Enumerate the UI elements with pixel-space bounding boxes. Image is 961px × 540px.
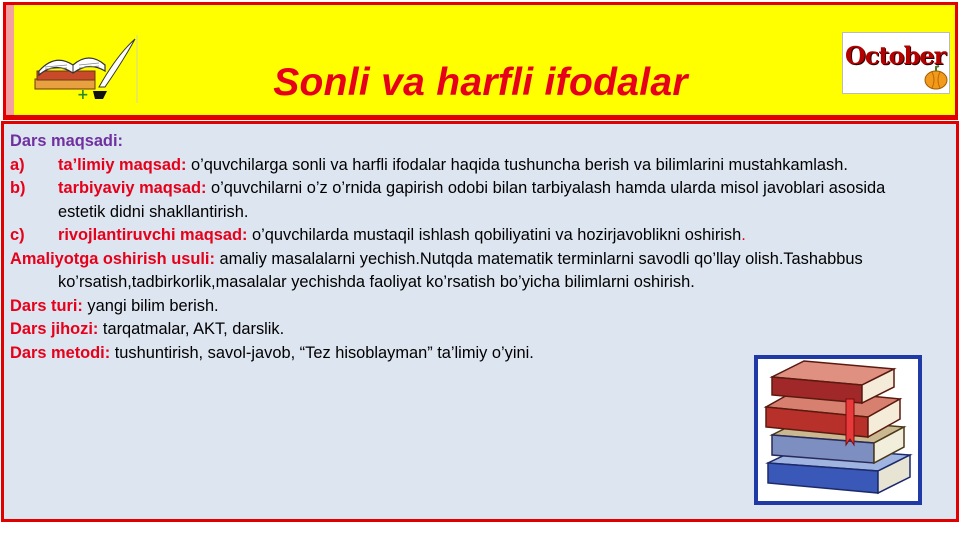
lesson-method-label: Dars metodi: <box>10 343 111 362</box>
month-label: October <box>845 41 946 70</box>
method-apply <box>10 248 930 295</box>
goal-item-b <box>10 177 930 224</box>
book-stack-icon <box>758 359 918 501</box>
goal-marker: b) <box>10 179 26 197</box>
goal-text: o’quvchilarga sonli va harfli ifodalar haqida tushuncha berish va bilimlarini mustahkamlash. <box>186 155 848 174</box>
goals-heading: Dars maqsadi: <box>10 132 123 150</box>
goal-marker: a) <box>10 155 25 174</box>
goal-item-a <box>10 154 930 178</box>
goal-label: rivojlantiruvchi maqsad: <box>58 226 248 244</box>
lesson-type-text: yangi bilim berish. <box>82 296 219 315</box>
october-logo <box>842 32 950 94</box>
header-banner <box>3 2 958 120</box>
lesson-equipment-text: tarqatmalar, AKT, darslik. <box>98 320 285 338</box>
goal-label: ta’limiy maqsad: <box>58 155 187 174</box>
page-title: Sonli va harfli ifodalar <box>273 61 688 104</box>
lesson-equipment <box>10 318 930 342</box>
lesson-type <box>10 295 930 319</box>
books-image-frame <box>754 355 922 505</box>
goal-text: o’quvchilarda mustaqil ishlash qobiliyatini va hozirjavoblikni oshirish <box>247 226 742 244</box>
goal-marker: c) <box>10 226 25 244</box>
method-apply-text: amaliy masalalarni yechish.Nutqda matematik terminlarni savodli qo’llay olish.Tashabbus ko’rsatish,tadbirkorlik,masalalar yechishda faoliyat ko’rsatish bo’yicha bilimlarni oshirish. <box>58 249 863 291</box>
goal-label: tarbiyaviy maqsad: <box>58 179 207 197</box>
svg-text:+: + <box>77 87 89 103</box>
lesson-equipment-label: Dars jihozi: <box>10 320 99 338</box>
goal-tail: . <box>741 226 746 244</box>
lesson-type-label: Dars turi: <box>10 296 83 315</box>
lesson-method-text: tushuntirish, savol-javob, “Tez hisoblayman” ta’limiy o’yini. <box>110 343 534 362</box>
lesson-text <box>10 130 930 365</box>
method-apply-label: Amaliyotga oshirish usuli: <box>10 249 215 268</box>
october-pumpkin-icon <box>923 65 949 91</box>
goal-item-c <box>10 224 930 248</box>
goal-text: o’quvchilarni o’z o’rnida gapirish odobi bilan tarbiyalash hamda ularda misol javoblari asosida estetik didni shakllantirish. <box>58 179 886 221</box>
